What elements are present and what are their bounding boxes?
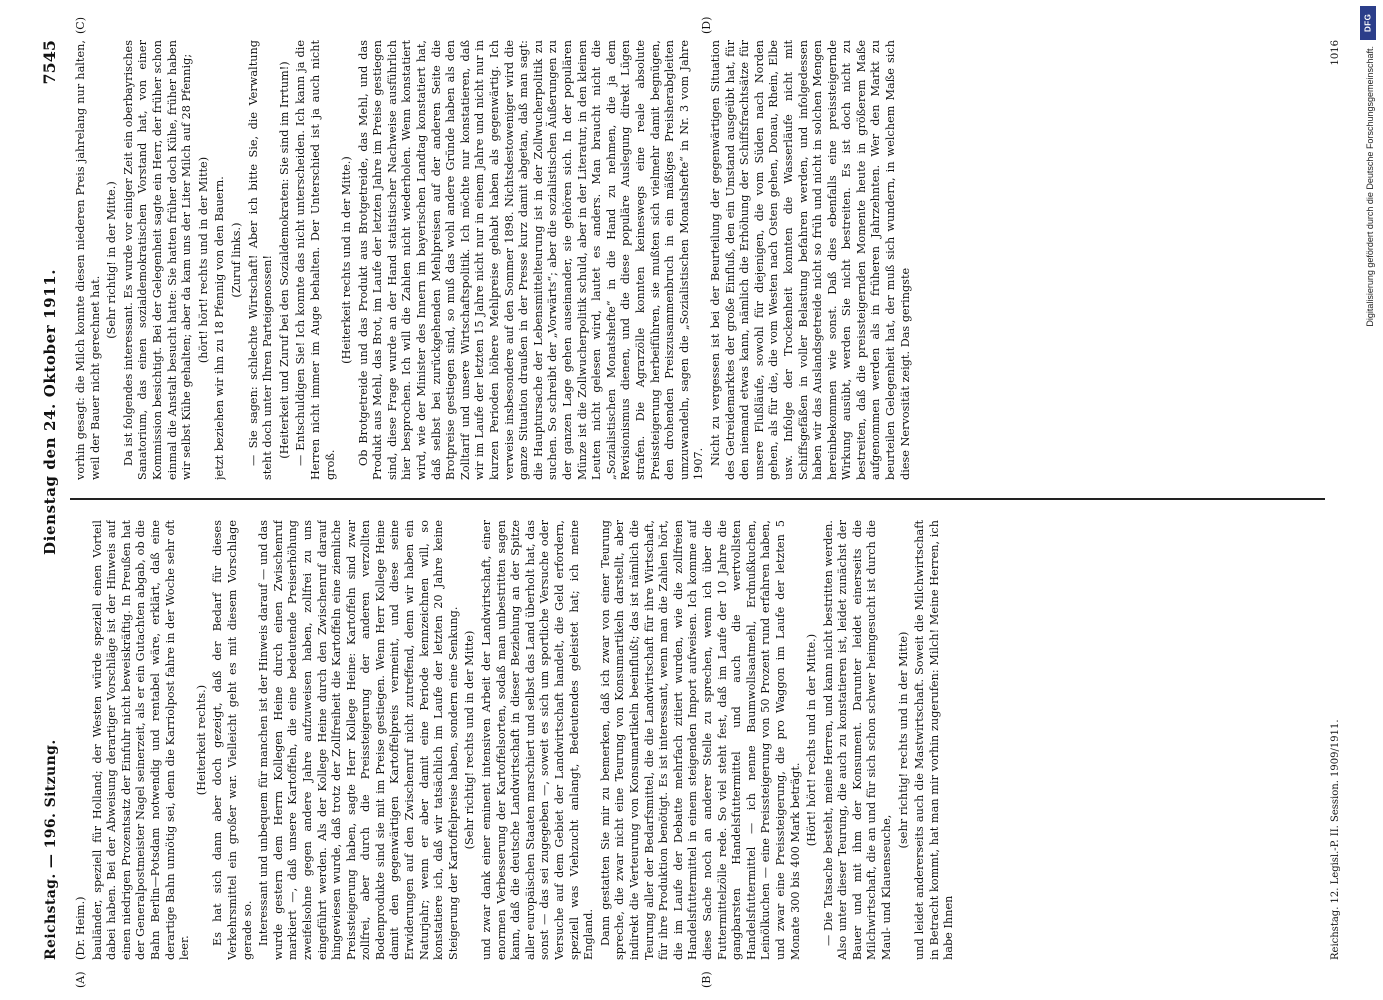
paragraph: und leidet andererseits auch die Mastwirtschaft. Soweit die Milchwirtschaft in Betracht kommt, hat man mir vorhin zugerufen: Milch! Meine Herren, ich habe Ihnen [913,520,956,960]
margin-marker-b: (B) [700,971,713,988]
margin-marker-c: (C) [74,17,87,34]
interjection: (Heiterkeit rechts.) [194,684,208,796]
dfg-logo: DFG [1360,6,1376,40]
interjection: (Sehr richtig! in der Mitte.) [105,181,119,339]
paragraph: bauländer, speziell für Holland; der Westen würde speziell einen Vorteil dabei haben. Bei der Abweisung derartiger Vorschläge ist der Hinweis auf einen niedrigen Prozentsatz der Einfuhr nicht beweiskräftig. In Preußen hat der Generalpostmeister Nagel seinerzeit, als er ein Gutachten abgab, ob die Bahn Berlin—Potsdam notwendig und rentabel wäre, erklärt, daß eine derartige Bahn unnötig sei, denn die Karriolpost fahre in der Woche sehr oft leer. [90,520,192,960]
margin-marker-d: (D) [700,16,713,34]
paragraph: und zwar dank einer eminent intensiven Arbeit der Landwirtschaft, einer enormen Verbesserung der Kartoffelsorten, sodaß man unbestritten sagen kann, daß die deutsche Landwirtschaft in dieser Beziehung an der Spitze aller europäischen Staaten marschiert und selbst das Land überholt hat, das sonst — das sei zugegeben —, soweit es sich um sportliche Versuche oder Versuche auf dem Gebiet der Landwirtschaft handelt, die Geld erfordern, speziell was Viehzucht anlangt, Bedeutendes geleistet hat; ich meine England. [480,520,596,960]
right-column [74,40,1324,480]
interjection: (Hört! hört! rechts und in der Mitte.) [805,633,819,847]
paragraph: Interessant und unbequem für manchen ist der Hinweis darauf — und das wurde gestern dem Herrn Kollegen Heine durch einen Zwischenruf markiert —, daß unsere Kartoffeln, die eine bedeutende Preiserhöhung zweifelsohne gegen andere Jahre aufzuweisen haben, zollfrei zu uns eingeführt werden. Als der Kollege Heine durch den Zwischenruf darauf hingewiesen wurde, daß trotz der Zollfreiheit die Kartoffeln eine ziemliche Preissteigerung haben, sagte Herr Kollege Heine: Kartoffeln sind zwar zollfrei, aber durch die Preissteigerung der anderen verzollten Bodenprodukte sind sie mit im Preise gestiegen. Wenn Herr Kollege Heine damit den gegenwärtigen Kartoffelpreis vermeint, und diese seine Erwiderungen auf den Zwischenruf nicht zutreffend, denn wir haben ein Naturjahr; wenn er aber damit eine Periode kennzeichnen will, so konstatiere ich, daß wir tatsächlich im Laufe der letzten 20 Jahre keine Steigerung der Kartoffelpreise haben, sondern eine Senkung. [257,520,460,960]
margin-marker-a: (A) [74,971,87,988]
speaker-tag: (Dr. Heim.) [74,896,87,960]
paragraph: — Die Tatsache besteht, meine Herren, und kann nicht bestritten werden. Also unter dieser Teurung, die auch zu konstatieren ist, leidet zunächst der Bauer und mit ihm der Konsument. Darunter leidet einerseits die Milchwirtschaft, die an und für sich schon schwer heimgesucht ist durch die Maul- und Klauenseuche, [821,520,894,960]
header-date: Dienstag den 24. Oktober 1911. [41,268,59,555]
interjection: (Heiterkeit rechts und in der Mitte.) [340,156,354,364]
page-header [40,40,68,960]
paragraph: Da ist folgendes interessant. Es wurde vor einiger Zeit ein oberbayrisches Sanatorium, das einen sozialdemokratischen Vorstand hat, von einer Kommission besichtigt. Bei der Gelegenheit sagte ein Herr, der früher schon einmal die Anstalt besucht hatte: Sie hatten früher doch Kühe, früher haben wir selbst Kühe gehalten; aber da kam uns der Liter Milch auf 28 Pfennig; [121,40,194,480]
text-columns [74,40,1324,960]
rotated-page [40,16,1350,988]
digitization-sidebar [1357,0,1381,1000]
header-left: Reichstag. — 196. Sitzung. [43,739,59,960]
page-scan [40,16,1350,988]
interjection: (hört! hört! rechts und in der Mitte) [196,156,210,364]
interjection: (Zuruf links.) [229,222,243,298]
page-number: 7545 [40,40,59,85]
paragraph: Dann gestatten Sie mir zu bemerken, daß ich zwar von einer Teurung spreche, die zwar nicht eine Teurung von Konsumartikeln darstellt, aber indirekt die Verteurung von Konsumartikeln beeinflußt; das ist nämlich die Teurung aller der Bedarfsmittel, die die Landwirtschaft für ihre Wirtschaft, für ihre Produktion benötigt. Es ist interessant, wenn man die Zahlen hört, die im Laufe der Debatte mehrfach zitiert wurden, wie die zollfreien Handelsfuttermittel in einem steigenden Import aufweisen. Ich komme auf diese Sache noch an anderer Stelle zu sprechen, wenn ich über die Futtermittelzölle rede. So viel steht fest, daß im Laufe der 10 Jahre die gangbarsten Handelsfuttermittel und auch die wertvollsten Handelsfuttermittel — ich nenne Baumwollsaatmehl, Erdnußkuchen, Leinölkuchen — eine Preissteigerung von 50 Prozent rund erfahren haben, und zwar eine Preissteigerung, die pro Waggon im Laufe der letzten 5 Monate 300 bis 400 Mark beträgt. [598,520,802,960]
paragraph: Es hat sich dann aber doch gezeigt, daß der Bedarf für dieses Verkehrsmittel ein großer war. Vielleicht geht es mit diesem Vorschlage gerade so. [211,520,254,960]
digitization-note: Digitalisierung gefördert durch die Deutsche Forschungsgemeinschaft. [1365,46,1375,327]
page-footer [1330,40,1341,960]
paragraph: Ob Brotgetreide und das Produkt aus Brotgetreide, das Mehl, und das Produkt aus Mehl, das Brot, im Laufe der letzten Jahre im Preise gestiegen sind, diese Frage wurde an der Hand statistischer Nachweise ausführlich hier besprochen. Ich will die Zahlen nicht wiederholen. Wenn konstatiert wird, wie der Minister des Innern im bayerischen Landtag konstatiert hat, daß selbst bei zurückgehenden Mehlpreisen auf der anderen Seite die Brotpreise gestiegen sind, so muß das wohl andere Gründe haben als den Zolltarif und unsere Wirtschaftspolitik. Ich möchte nur konstatieren, daß wir im Laufe der letzten 15 Jahre nicht nur in einem Jahre und nicht nur in kurzen Perioden höhere Mehlpreise gehabt haben als gegenwärtig. Ich verweise insbesondere auf den Sommer 1898. Nichtsdestoweniger wird die ganze Situation draußen in der Presse kurz damit abgetan, daß man sagt: die Hauptursache der Lebensmittelteurung ist in der Zollwucherpolitik zu suchen. So schreibt der „Vorwärts“; aber die sozialistischen Äußerungen zu der ganzen Lage gehen auseinander, sie gehören sich. In der populären Münze ist die Zollwucherpolitik schuld, aber in der Literatur, in den kleinen Leuten nicht gelesen wird, lautet es anders. Man braucht nicht die „Sozialistischen Monatshefte“ in die Hand zu nehmen, die ja dem Revisionismus dienen, und die diese populäre Auslegung direkt Lügen strafen. Die Agrarzölle konnten keineswegs eine reale absolute Preissteigerung herbeiführen, sie mußten sich vielmehr damit begnügen, den drohenden Preiszusammenbruch in ein mäßiges Preisherabgleiten umzuwandeln, sagen die „Sozialistischen Monatshefte“ in Nr. 3 vom Jahre 1907. [356,40,706,480]
paragraph: — Sie sagen: schlechte Wirtschaft! Aber ich bitte Sie, die Verwaltung steht doch unter Ihren Parteigenossen! [246,40,275,480]
interjection: (Sehr richtig! rechts und in der Mitte) [463,630,477,850]
interjection: (Heiterkeit und Zuruf bei den Sozialdemokraten: Sie sind im Irrtum!) [277,61,291,459]
paragraph: Nicht zu vergessen ist bei der Beurteilung der gegenwärtigen Situation des Getreidemarktes der große Einfluß, den ein Umstand ausgeübt hat, für den niemand etwas kann, nämlich die Erhöhung der Schiffsfrachtsätze für unsere Flußläufe, sowohl für diejenigen, die vom Süden nach Norden gehen, als für die, die vom Westen nach Osten gehen, Donau, Rhein, Elbe usw. Infolge der Trockenheit konnten die Wasserläufe nicht mit Schiffsgefäßen in voller Belastung befahren werden, und infolgedessen haben wir das Auslandsgetreide nicht so früh und nicht in solchen Mengen hereinbekommen wie sonst. Daß dies ebenfalls eine preissteigernde Wirkung ausübt, werden Sie nicht bestreiten. Es ist doch nicht zu bestreiten, daß die preissteigernden Momente heute in größerem Maße aufgenommen werden als in früheren Jahrzehnten. Wer den Markt zu beurteilen Gelegenheit hat, der muß sich wundern, in welchem Maße sich diese Nervosität zeigt. Das geringste [708,40,912,480]
paragraph: — Entschuldigen Sie! Ich konnte das nicht unterscheiden. Ich kann ja die Herren nicht immer im Auge behalten. Der Unterschied ist ja auch nicht groß. [294,40,337,480]
footer-number: 1016 [1330,40,1341,66]
paragraph: jetzt beziehen wir ihn zu 18 Pfennig von den Bauern. [213,176,227,480]
interjection: (sehr richtig! rechts und in der Mitte) [896,631,910,849]
footer-session: Reichstag. 12. Legisl.-P. II. Session. 1909/1911. [1330,719,1341,960]
left-column [74,520,1324,960]
paragraph: vorhin gesagt: die Milch konnte diesen niederen Preis jahrelang nur halten, weil der Bauer nicht gerechnet hat. [74,40,102,480]
